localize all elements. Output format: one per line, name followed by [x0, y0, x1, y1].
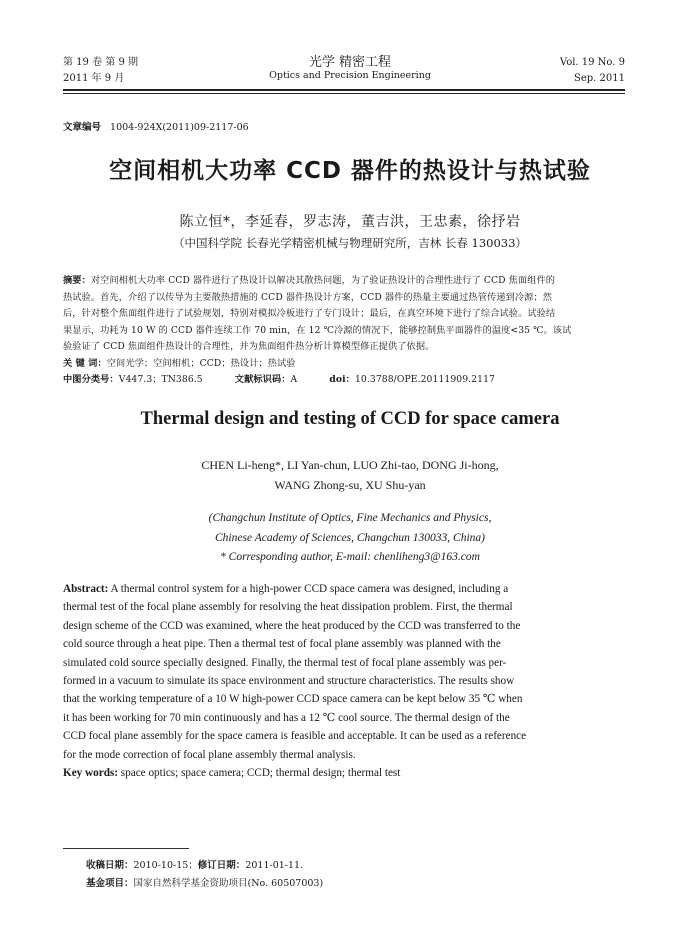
- clc-value: V447.3；TN386.5: [118, 374, 203, 385]
- abstract-en-line: cold source through a heat pipe. Then a thermal test of focal plane assembly was planned with the: [63, 638, 501, 651]
- abstract-en-line: thermal test of the focal plane assembly for resolving the heat dissipation problem. First, the thermal: [63, 601, 513, 614]
- abstract-en-label: Abstract:: [63, 583, 109, 595]
- abstract-en-line: design scheme of the CCD was examined, where the heat produced by the CCD was transferred to the: [63, 619, 521, 632]
- abstract-en-line: Abstract: A thermal control system for a high-power CCD space camera was designed, including a: [63, 583, 509, 595]
- received-value: 2010-10-15；: [133, 860, 198, 871]
- doi-value: 10.3788/OPE.20111909.2117: [354, 374, 495, 385]
- authors-en-line: CHEN Li-heng*, LI Yan-chun, LUO Zhi-tao, DONG Ji-hong,: [201, 458, 499, 472]
- received-dates: [86, 857, 323, 875]
- journal-volume-en: Vol. 19 No. 9: [559, 57, 625, 68]
- doc-code-label: 文献标识码：: [234, 374, 291, 385]
- journal-volume-cn: 第 19 卷 第 9 期: [63, 57, 138, 68]
- footnote-rule: [63, 848, 189, 849]
- affiliation-en-line: Chinese Academy of Sciences, Changchun 130033, China): [215, 531, 485, 544]
- abstract-cn: [63, 273, 625, 389]
- fund-value: 国家自然科学基金资助项目(No. 60507003): [133, 878, 324, 889]
- keywords-en: [63, 764, 625, 782]
- affiliation-en: [60, 509, 640, 568]
- journal-date-en: Sep. 2011: [574, 73, 625, 84]
- header-rule-thin: [63, 93, 625, 94]
- article-number-value: 1004-924X(2011)09-2117-06: [110, 122, 249, 133]
- affiliation-cn: （中国科学院 长春光学精密机械与物理研究所，吉林 长春 130033）: [173, 236, 527, 250]
- abstract-cn-line: 热试验。首先，介绍了以传导为主要散热措施的 CCD 器件热设计方案，CCD 器件的热量主要通过热管传递到冷源；然: [63, 291, 553, 303]
- clc-label: 中图分类号：: [63, 374, 119, 385]
- journal-name-cn: 光学 精密工程: [308, 55, 392, 70]
- abstract-en-line: for the mode correction of focal plane assembly thermal analysis.: [63, 748, 356, 761]
- doi-label: doi：: [329, 374, 355, 385]
- abstract-en-line: CCD focal plane assembly for the space camera is feasible and acceptable. It can be used as a reference: [63, 730, 527, 743]
- footnotes: [86, 857, 323, 893]
- authors-en-line: WANG Zhong-su, XU Shu-yan: [274, 478, 426, 492]
- received-label: 收稿日期：: [86, 860, 134, 871]
- abstract-cn-label: 摘要：: [63, 275, 91, 286]
- article-number-label: 文章编号: [63, 122, 102, 133]
- keywords-en-label: Key words:: [63, 767, 118, 780]
- classification-line: [63, 372, 625, 389]
- corresponding-author: * Corresponding author, E-mail: chenliheng3@163.com: [220, 551, 480, 563]
- abstract-en-line: formed in a vacuum to simulate its space environment and structure characteristics. The results show: [63, 675, 515, 688]
- keywords-cn: [63, 356, 625, 373]
- authors-cn: 陈立恒*，李延春，罗志涛，董吉洪，王忠素，徐抒岩: [179, 214, 521, 230]
- abstract-en-line: simulated cold source specially designed. Finally, the thermal test of focal plane assembly was per-: [63, 656, 507, 669]
- affiliation-en-line: (Changchun Institute of Optics, Fine Mechanics and Physics,: [208, 512, 492, 524]
- fund-info: [86, 875, 323, 893]
- abstract-cn-line: 后，针对整个焦面组件进行了试验规划，特别对模拟冷板进行了专门设计；最后，在真空环境下进行了综合试验。试验结: [63, 308, 556, 319]
- title-cn: 空间相机大功率 CCD 器件的热设计与热试验: [109, 158, 591, 184]
- abstract-en-line: it has been working for 70 min continuously and has a 12 ℃ cool source. The thermal design of the: [63, 711, 510, 724]
- abstract-cn-line: 验验证了 CCD 焦面组件热设计的合理性，并为焦面组件热分析计算模型修正提供了依据。: [63, 341, 435, 352]
- keywords-cn-label: 关 键 词：: [63, 357, 107, 369]
- abstract-cn-line: 摘要：对空间相机大功率 CCD 器件进行了热设计以解决其散热问题，为了验证热设计的合理性进行了 CCD 焦面组件的: [63, 275, 556, 286]
- fund-label: 基金项目：: [86, 878, 134, 889]
- abstract-en-line: that the working temperature of a 10 W high-power CCD space camera can be kept below 35 ℃ when: [63, 693, 523, 706]
- header-rule-thick: [63, 89, 625, 91]
- title-en: Thermal design and testing of CCD for space camera: [140, 409, 560, 429]
- abstract-cn-line: 果显示，功耗为 10 W 的 CCD 器件连续工作 70 min，在 12 ℃冷源的情况下，能够控制焦平面器件的温度<35 ℃。该试: [63, 324, 572, 336]
- authors-en: [60, 455, 640, 495]
- article-number: [63, 119, 249, 133]
- journal-name-en: Optics and Precision Engineering: [269, 70, 431, 81]
- revised-label: 修订日期：: [197, 860, 246, 871]
- keywords-cn-value: 空间光学；空间相机；CCD；热设计；热试验: [106, 357, 296, 369]
- doc-code-value: A: [290, 374, 298, 385]
- abstract-en: [63, 580, 625, 782]
- revised-value: 2011-01-11.: [245, 860, 304, 871]
- keywords-en-value: space optics; space camera; CCD; thermal design; thermal test: [120, 767, 401, 780]
- journal-date-cn: 2011 年 9 月: [63, 73, 125, 84]
